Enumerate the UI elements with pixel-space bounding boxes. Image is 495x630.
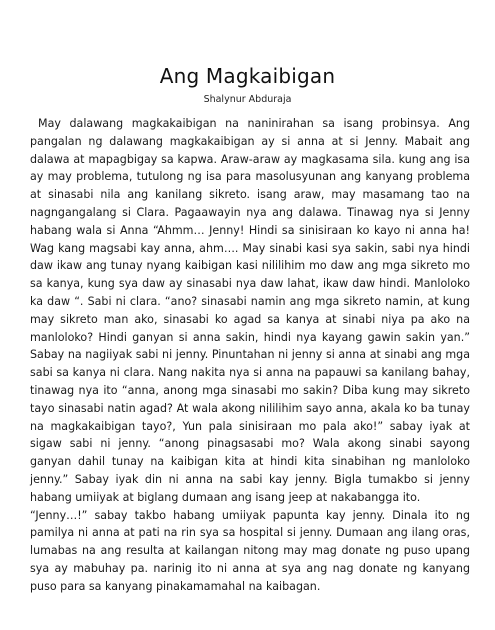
document-title: Ang Magkaibigan [159, 64, 336, 88]
document-author: Shalynur Abduraja [203, 94, 292, 105]
document-body [30, 115, 470, 596]
paragraph: “Jenny…!” sabay takbo habang umiiyak papunta kay jenny. Dinala ito ng pamilya ni anna at pati na rin sya sa hospital si jenny. Dumaan ang ilang oras, lumabas na ang resulta at kailangan nitong may mag donate ng puso upang sya ay mabuhay pa. narinig ito ni anna at sya ang nag donate ng kanyang puso para sa kanyang pinakamamahal na kaibagan. [30, 508, 470, 593]
paragraph: May dalawang magkakaibigan na naninirahan sa isang probinsya. Ang pangalan ng dalawang magkakaibigan ay si anna at si Jenny. Mabait ang dalawa at mapagbigay sa kapwa. Araw-araw ay magkasama sila. kung ang isa ay may problema, tutulong ng isa para masolusyunan ang kanyang problema at sinasabi nila ang kanilang sikreto. isang araw, may masamang tao na nagngangalang si Clara. Pagaawayin nya ang dalawa. Tinawag nya si Jenny habang wala si Anna “Ahmm… Jenny! Hindi sa sinisiraan ko kayo ni anna ha! Wag kang magsabi kay anna, ahm…. May sinabi kasi sya sakin, sabi nya hindi daw ikaw ang tunay nyang kaibigan kasi nililihim mo daw ang mga sikreto mo sa kanya, kung sya daw ay sinasabi nya daw lahat, ikaw daw hindi. Manloloko ka daw “. Sabi ni clara. “ano? sinasabi namin ang mga sikreto namin, at kung may sikreto man ako, sinasabi ko agad sa kanya at sinabi niya pa ako na manloloko? Hindi ganyan si anna sakin, hindi nya kayang gawin sakin yan.” Sabay na nagiiyak sabi ni jenny. Pinuntahan ni jenny si anna at sinabi ang mga sabi sa kanya ni clara. Nang nakita nya si anna na papauwi sa kanilang bahay, tinawag nya ito “anna, anong mga sinasabi mo sakin? Diba kung may sikreto tayo sinasabi natin agad? At wala akong nililihim sayo anna, akala ko ba tunay na magkakaibigan tayo?, Yun pala sinisiraan mo pala ako!” sabay iyak at sigaw sabi ni jenny. “anong pinagsasabi mo? Wala akong sinabi sayong ganyan dahil tunay na kaibigan kita at hindi kita sinabihan ng manloloko jenny.” Sabay iyak din ni anna na sabi kay jenny. Bigla tumakbo si jenny habang umiiyak at biglang dumaan ang isang jeep at nakabangga ito. [30, 117, 470, 504]
